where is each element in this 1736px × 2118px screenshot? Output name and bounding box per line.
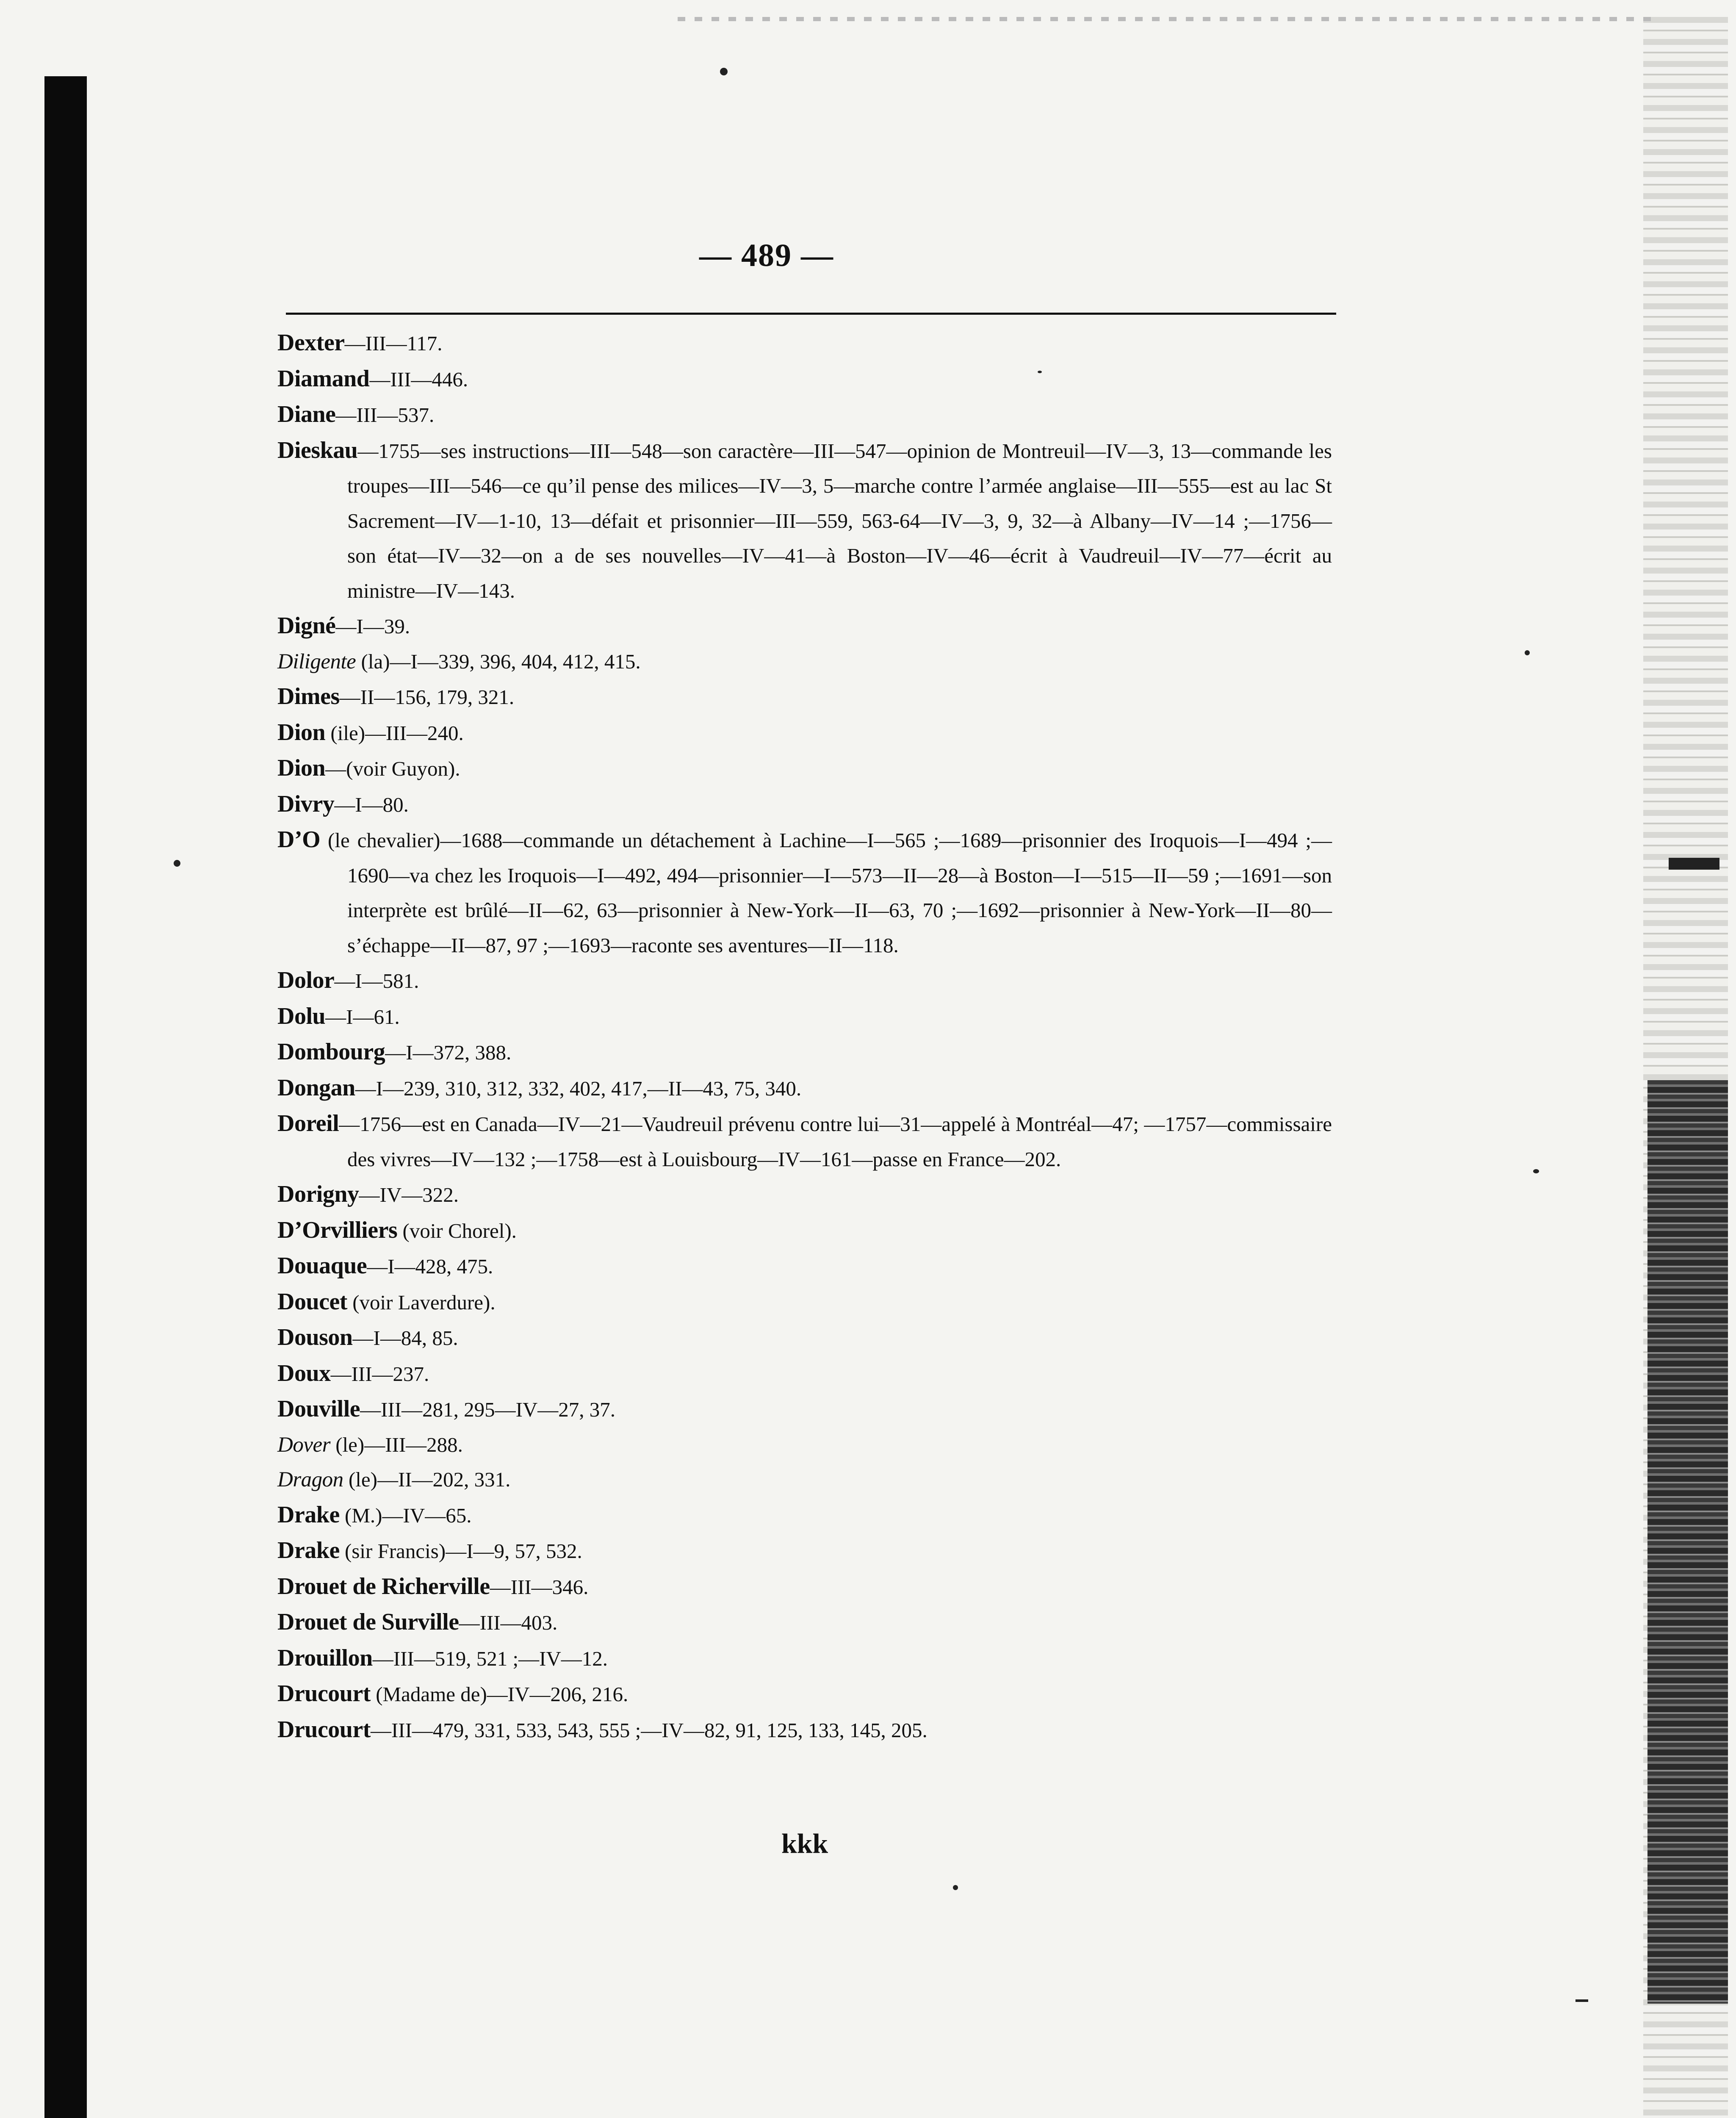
scan-speck [1575, 1999, 1588, 2002]
entry-headword: Digné [277, 613, 336, 639]
entry-headword: Drucourt [277, 1680, 371, 1707]
entry-qualifier: (voir Laverdure). [347, 1290, 496, 1314]
entry-qualifier: (voir Chorel). [397, 1219, 517, 1242]
entry-references: —III—117. [344, 332, 443, 355]
entry-headword: Dolu [277, 1003, 326, 1029]
scan-speck [1533, 1169, 1539, 1173]
entry-headword: Dion [277, 719, 326, 746]
entry-references: —I—39. [335, 615, 410, 638]
index-entry [277, 1676, 1332, 1712]
scan-edge-mark [1669, 858, 1719, 870]
index-entry [277, 1106, 1332, 1177]
entry-references: —I—61. [325, 1005, 400, 1029]
index-entry [277, 1213, 1332, 1249]
index-entry [277, 822, 1332, 963]
scan-speck [1525, 650, 1530, 655]
entry-headword: Douville [277, 1396, 360, 1422]
entry-headword: Diane [277, 401, 336, 427]
entry-references: —I—581. [334, 969, 419, 992]
entry-references: —IV—206, 216. [487, 1683, 629, 1706]
entry-references: —III—346. [490, 1575, 589, 1599]
index-entry [277, 1462, 1332, 1497]
entry-headword: Diligente [277, 649, 356, 674]
entry-headword: Drouet de Richerville [277, 1573, 490, 1600]
entry-headword: Douson [277, 1324, 353, 1350]
entry-references: —I—428, 475. [367, 1255, 493, 1278]
index-entry [277, 1248, 1332, 1284]
index-list [277, 325, 1332, 1748]
entry-references: —I—9, 57, 532. [446, 1539, 582, 1563]
index-entry [277, 1320, 1332, 1356]
scan-speck [720, 68, 728, 75]
entry-references: —IV—322. [359, 1183, 459, 1206]
page-number: — 489 — [699, 238, 834, 273]
index-entry [277, 325, 1332, 361]
entry-references: —III—403. [459, 1611, 558, 1634]
index-entry [277, 715, 1332, 751]
entry-headword: Doux [277, 1360, 331, 1386]
entry-headword: Doucet [277, 1288, 347, 1315]
index-entry [277, 679, 1332, 715]
entry-headword: D’O [277, 826, 321, 853]
entry-headword: Dragon [277, 1468, 343, 1491]
entry-references: —III—281, 295—IV—27, 37. [360, 1398, 616, 1421]
entry-headword: D’Orvilliers [277, 1217, 398, 1243]
entry-headword: Dexter [277, 330, 345, 356]
index-entry [277, 1392, 1332, 1428]
entry-headword: Dimes [277, 683, 340, 710]
index-entry [277, 787, 1332, 823]
entry-references: —III—288. [364, 1433, 463, 1456]
index-entry [277, 361, 1332, 397]
index-entry [277, 1284, 1332, 1320]
scan-speck [953, 1885, 958, 1890]
entry-headword: Dion [277, 755, 326, 781]
entry-references: —(voir Guyon). [325, 757, 460, 780]
entry-headword: Dieskau [277, 437, 358, 463]
entry-qualifier: (sir Francis) [339, 1539, 446, 1563]
scan-speck [174, 860, 180, 867]
index-entry [277, 1034, 1332, 1070]
index-entry [277, 1070, 1332, 1106]
index-entry [277, 1428, 1332, 1463]
entry-headword: Drouet de Surville [277, 1609, 459, 1635]
scan-binding-shadow [44, 76, 87, 2118]
index-entry [277, 1497, 1332, 1533]
index-entry [277, 1533, 1332, 1569]
entry-qualifier: (le) [330, 1433, 365, 1456]
entry-references: —II—202, 331. [377, 1468, 511, 1491]
scan-edge-dark-band [1647, 1080, 1728, 2004]
entry-references: —III—237. [330, 1362, 429, 1386]
entry-references: —IV—65. [382, 1503, 472, 1527]
entry-headword: Drucourt [277, 1716, 371, 1743]
entry-references: —I—339, 396, 404, 412, 415. [390, 649, 641, 673]
entry-references: —III—240. [365, 721, 464, 745]
entry-qualifier: (le chevalier) [320, 829, 440, 852]
entry-references: —I—239, 310, 312, 332, 402, 417,—II—43, 75, 340. [355, 1076, 802, 1100]
entry-headword: Drake [277, 1501, 340, 1528]
entry-headword: Dombourg [277, 1039, 385, 1065]
entry-qualifier: (M.) [339, 1503, 382, 1527]
entry-references: —III—519, 521 ;—IV—12. [372, 1647, 608, 1670]
entry-headword: Dongan [277, 1074, 355, 1101]
entry-references: —II—156, 179, 321. [339, 685, 515, 709]
entry-references: —III—479, 331, 533, 543, 555 ;—IV—82, 91, 125, 133, 145, 205. [370, 1718, 928, 1742]
index-entry [277, 1569, 1332, 1605]
entry-references: —I—84, 85. [352, 1326, 458, 1350]
header-rule [286, 313, 1336, 315]
entry-headword: Drouillon [277, 1644, 373, 1671]
entry-headword: Doreil [277, 1110, 339, 1137]
index-entry [277, 608, 1332, 644]
index-entry [277, 1605, 1332, 1641]
index-entry [277, 433, 1332, 609]
entry-references: —I—372, 388. [385, 1041, 512, 1064]
index-entry [277, 1177, 1332, 1213]
entry-references: —1756—est en Canada—IV—21—Vaudreuil prévenu contre lui—31—appelé à Montréal—47; —1757—commissaire des vivres—IV—132 ;—1758—est à Louisbourg—IV—161—passe en France—202. [339, 1112, 1332, 1171]
index-entry [277, 397, 1332, 433]
index-entry [277, 1356, 1332, 1392]
entry-qualifier: (la) [356, 649, 390, 673]
index-entry [277, 999, 1332, 1035]
index-entry [277, 751, 1332, 787]
entry-headword: Dolor [277, 967, 335, 993]
entry-headword: Douaque [277, 1253, 367, 1279]
signature-mark: kkk [781, 1828, 828, 1859]
entry-headword: Dorigny [277, 1181, 359, 1207]
entry-qualifier: (le) [343, 1468, 377, 1491]
entry-headword: Drake [277, 1537, 340, 1564]
index-entry [277, 1712, 1332, 1748]
entry-headword: Diamand [277, 365, 370, 392]
index-entry [277, 963, 1332, 999]
index-entry [277, 644, 1332, 679]
entry-references: —III—537. [335, 403, 435, 427]
entry-qualifier: (ile) [325, 721, 365, 745]
entry-references: —III—446. [369, 367, 468, 391]
scan-top-edge [678, 17, 1652, 21]
entry-headword: Divry [277, 790, 335, 817]
entry-references: —1688—commande un détachement à Lachine—I—565 ;—1689—prisonnier des Iroquois—I—494 ;—1690—va chez les Iroquois—I—492, 494—prisonnier—I—573—II—28—à Boston—I—515—II—59 ;—1691—son interprète est brûlé—II—62, 63—prisonnier à New-York—II—63, 70 ;—1692—prisonnier à New-York—II—80—s’échappe—II—87, 97 ;—1693—raconte ses aventures—II—118. [347, 829, 1332, 957]
entry-qualifier: (Madame de) [370, 1683, 487, 1706]
index-entry [277, 1641, 1332, 1677]
entry-references: —I—80. [334, 793, 409, 816]
entry-references: —1755—ses instructions—III—548—son caractère—III—547—opinion de Montreuil—IV—3, 13—commande les troupes—III—546—ce qu’il pense des milices—IV—3, 5—marche contre l’armée anglaise—III—555—est au lac St Sacrement—IV—1-10, 13—défait et prisonnier—III—559, 563-64—IV—3, 9, 32—à Albany—IV—14 ;—1756—son état—IV—32—on a de ses nouvelles—IV—41—à Boston—IV—46—écrit à Vaudreuil—IV—77—écrit au ministre—IV—143. [347, 439, 1332, 602]
entry-headword: Dover [277, 1433, 330, 1457]
